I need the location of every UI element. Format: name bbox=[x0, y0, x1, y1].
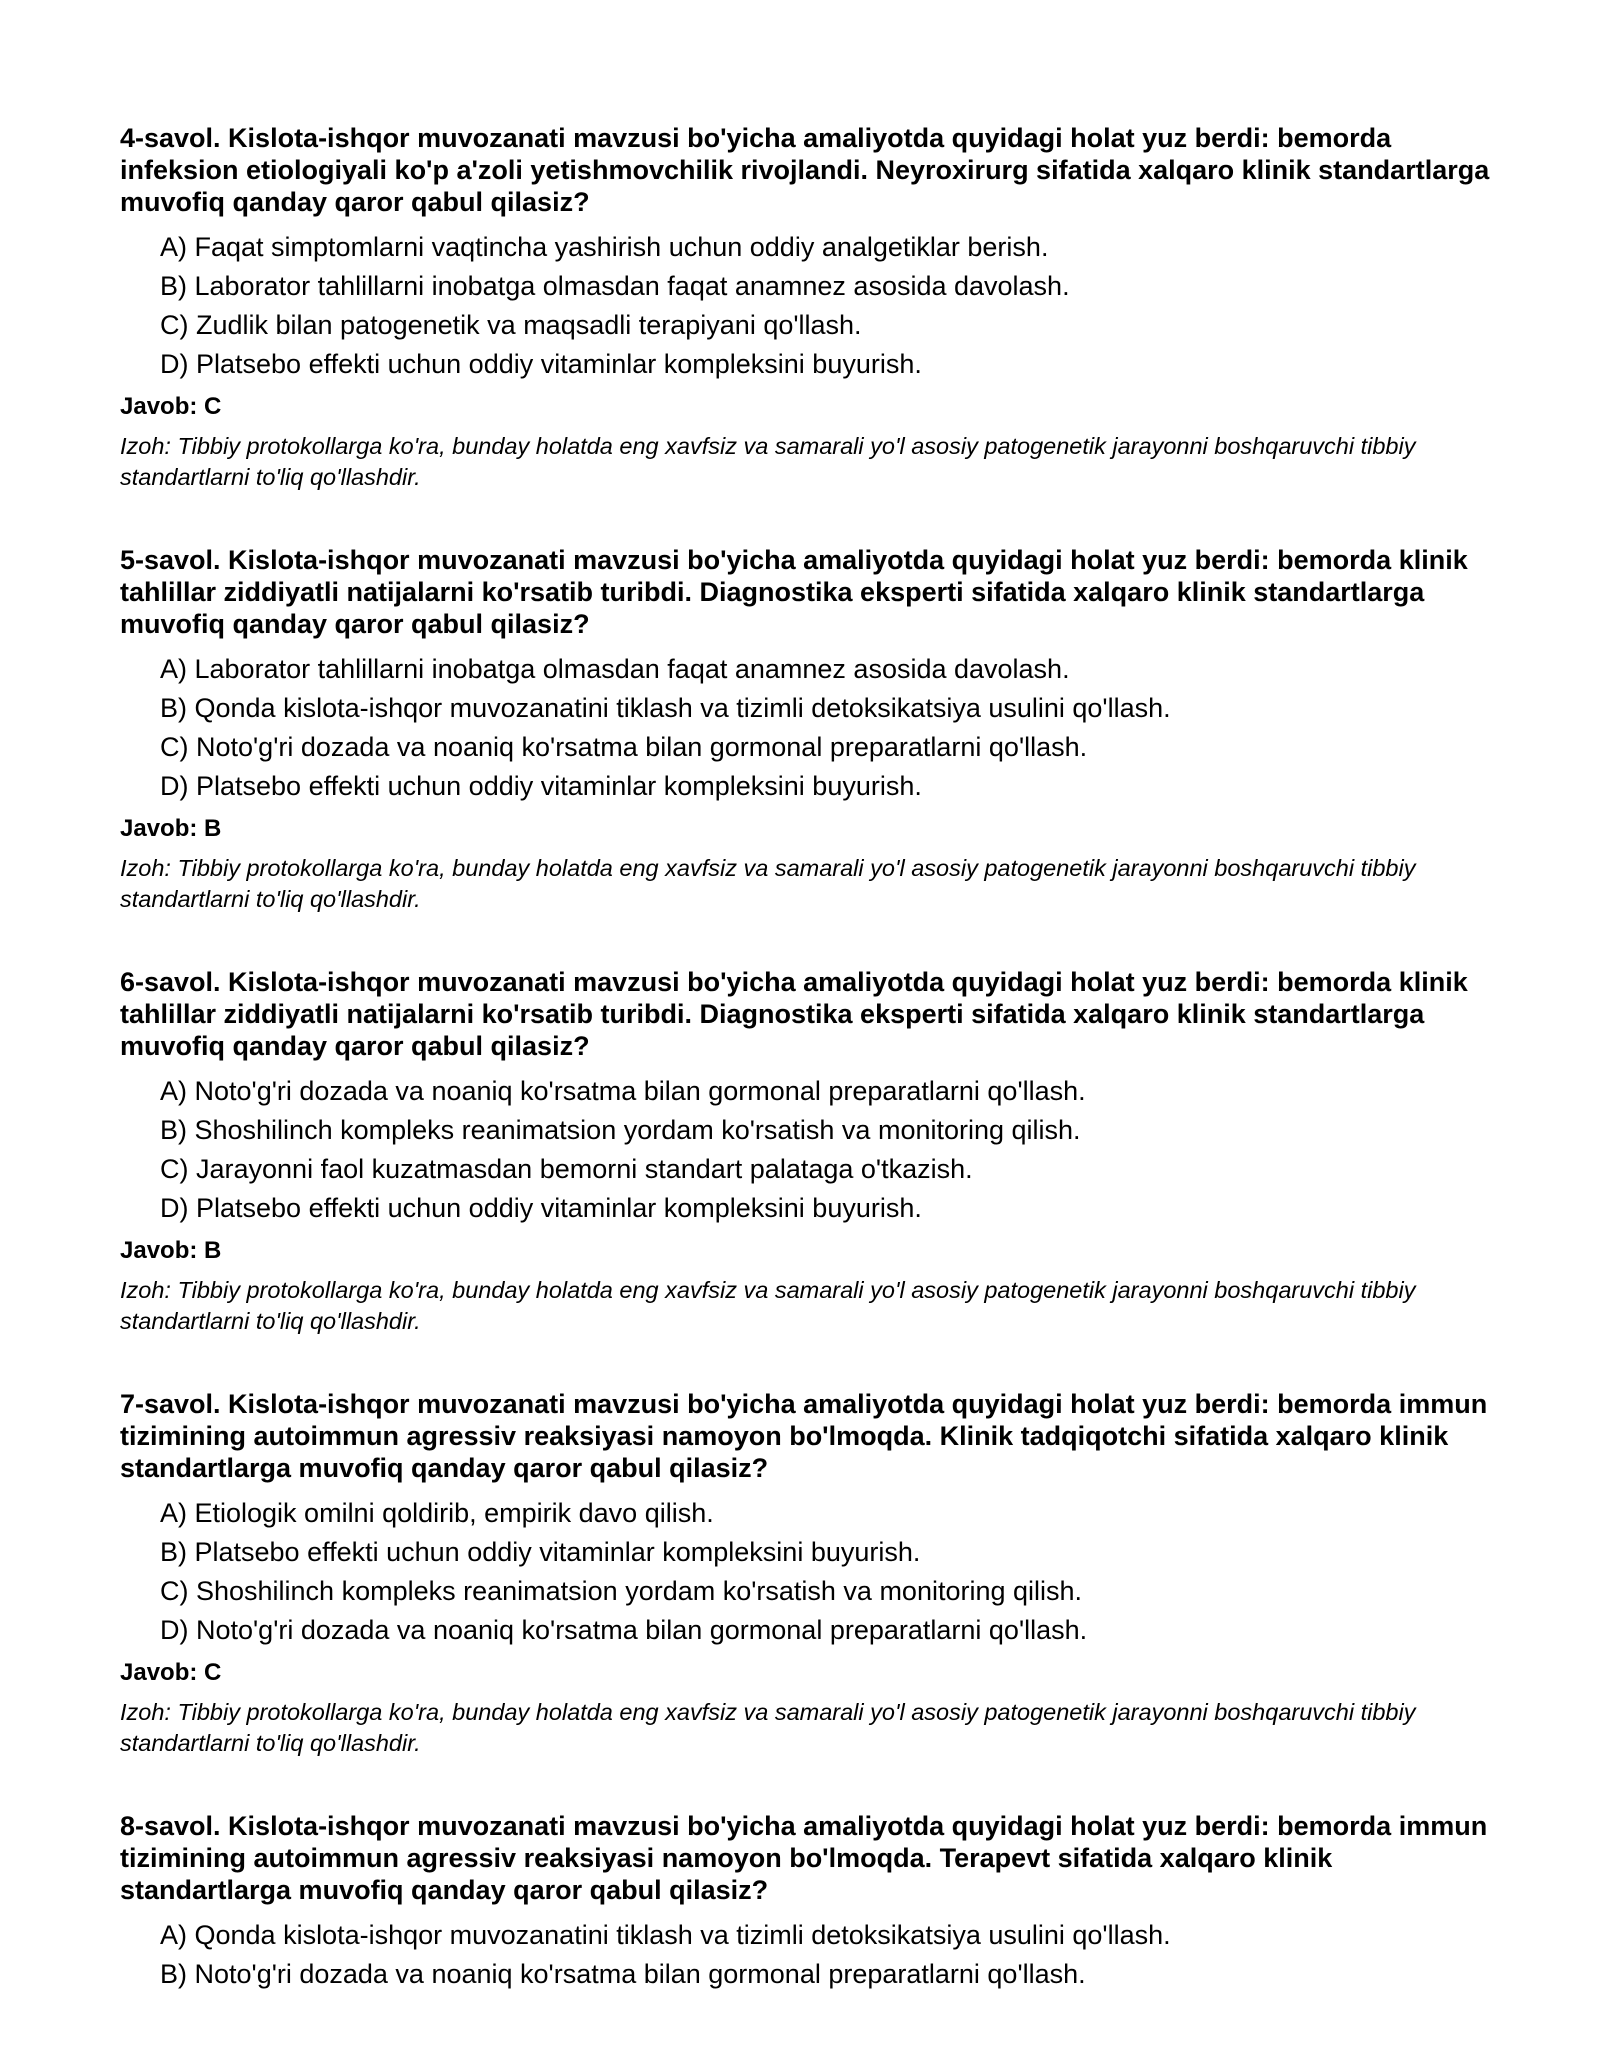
option-c: C) Shoshilinch kompleks reanimatsion yordam ko'rsatish va monitoring qilish. bbox=[160, 1576, 1083, 1606]
answer-label: Javob: C bbox=[120, 1659, 222, 1686]
option-a: A) Etiologik omilni qoldirib, empirik davo qilish. bbox=[160, 1498, 714, 1528]
option-list bbox=[120, 1494, 1500, 1650]
question-text: 7-savol. Kislota-ishqor muvozanati mavzusi bo'yicha amaliyotda quyidagi holat yuz berdi: bemorda immun tizimining autoimmun agressiv reaksiyasi namoyon bo'lmoqda. Klinik tadqiqotchi sifatida xalqaro klinik standartlarga muvofiq qanday qaror qabul qilasiz? bbox=[120, 1389, 1488, 1483]
explanation-text: Izoh: Tibbiy protokollarga ko'ra, bunday holatda eng xavfsiz va samarali yo'l asosiy patogenetik jarayonni boshqaruvchi tibbiy standartlarni to'liq qo'llashdir. bbox=[120, 433, 1416, 490]
option-d: D) Platsebo effekti uchun oddiy vitaminlar kompleksini buyurish. bbox=[160, 349, 922, 379]
option-list bbox=[120, 1072, 1500, 1228]
option-b: B) Qonda kislota-ishqor muvozanatini tiklash va tizimli detoksikatsiya usulini qo'llash. bbox=[160, 693, 1171, 723]
option-c: C) Zudlik bilan patogenetik va maqsadli terapiyani qo'llash. bbox=[160, 310, 862, 340]
option-d: D) Platsebo effekti uchun oddiy vitaminlar kompleksini buyurish. bbox=[160, 771, 922, 801]
option-list bbox=[120, 1916, 1500, 1994]
question-text: 6-savol. Kislota-ishqor muvozanati mavzusi bo'yicha amaliyotda quyidagi holat yuz berdi: bemorda klinik tahlillar ziddiyatli natijalarni ko'rsatib turibdi. Diagnostika eksperti sifatida xalqaro klinik standartlarga muvofiq qanday qaror qabul qilasiz? bbox=[120, 967, 1468, 1061]
question-block bbox=[120, 966, 1500, 1337]
option-c: C) Noto'g'ri dozada va noaniq ko'rsatma bilan gormonal preparatlarni qo'llash. bbox=[160, 732, 1088, 762]
option-list bbox=[120, 650, 1500, 806]
question-block bbox=[120, 122, 1500, 493]
option-a: A) Noto'g'ri dozada va noaniq ko'rsatma bilan gormonal preparatlarni qo'llash. bbox=[160, 1076, 1086, 1106]
question-text: 4-savol. Kislota-ishqor muvozanati mavzusi bo'yicha amaliyotda quyidagi holat yuz berdi: bemorda infeksion etiologiyali ko'p a'zoli yetishmovchilik rivojlandi. Neyroxirurg sifatida xalqaro klinik standartlarga muvofiq qanday qaror qabul qilasiz? bbox=[120, 123, 1490, 217]
option-a: A) Qonda kislota-ishqor muvozanatini tiklash va tizimli detoksikatsiya usulini qo'llash. bbox=[160, 1920, 1171, 1950]
option-a: A) Laborator tahlillarni inobatga olmasdan faqat anamnez asosida davolash. bbox=[160, 654, 1070, 684]
question-text: 8-savol. Kislota-ishqor muvozanati mavzusi bo'yicha amaliyotda quyidagi holat yuz berdi: bemorda immun tizimining autoimmun agressiv reaksiyasi namoyon bo'lmoqda. Terapevt sifatida xalqaro klinik standartlarga muvofiq qanday qaror qabul qilasiz? bbox=[120, 1811, 1488, 1905]
question-text: 5-savol. Kislota-ishqor muvozanati mavzusi bo'yicha amaliyotda quyidagi holat yuz berdi: bemorda klinik tahlillar ziddiyatli natijalarni ko'rsatib turibdi. Diagnostika eksperti sifatida xalqaro klinik standartlarga muvofiq qanday qaror qabul qilasiz? bbox=[120, 545, 1468, 639]
option-b: B) Noto'g'ri dozada va noaniq ko'rsatma bilan gormonal preparatlarni qo'llash. bbox=[160, 1959, 1086, 1989]
option-d: D) Noto'g'ri dozada va noaniq ko'rsatma bilan gormonal preparatlarni qo'llash. bbox=[160, 1615, 1088, 1645]
explanation-text: Izoh: Tibbiy protokollarga ko'ra, bunday holatda eng xavfsiz va samarali yo'l asosiy patogenetik jarayonni boshqaruvchi tibbiy standartlarni to'liq qo'llashdir. bbox=[120, 855, 1416, 912]
option-c: C) Jarayonni faol kuzatmasdan bemorni standart palataga o'tkazish. bbox=[160, 1154, 973, 1184]
question-block bbox=[120, 1388, 1500, 1759]
option-d: D) Platsebo effekti uchun oddiy vitaminlar kompleksini buyurish. bbox=[160, 1193, 922, 1223]
answer-label: Javob: B bbox=[120, 1237, 222, 1264]
question-block bbox=[120, 1810, 1500, 1994]
explanation-text: Izoh: Tibbiy protokollarga ko'ra, bunday holatda eng xavfsiz va samarali yo'l asosiy patogenetik jarayonni boshqaruvchi tibbiy standartlarni to'liq qo'llashdir. bbox=[120, 1277, 1416, 1334]
option-b: B) Shoshilinch kompleks reanimatsion yordam ko'rsatish va monitoring qilish. bbox=[160, 1115, 1081, 1145]
document-page bbox=[120, 122, 1500, 2045]
question-block bbox=[120, 544, 1500, 915]
option-a: A) Faqat simptomlarni vaqtincha yashirish uchun oddiy analgetiklar berish. bbox=[160, 232, 1049, 262]
explanation-text: Izoh: Tibbiy protokollarga ko'ra, bunday holatda eng xavfsiz va samarali yo'l asosiy patogenetik jarayonni boshqaruvchi tibbiy standartlarni to'liq qo'llashdir. bbox=[120, 1699, 1416, 1756]
answer-label: Javob: B bbox=[120, 815, 222, 842]
option-b: B) Platsebo effekti uchun oddiy vitaminlar kompleksini buyurish. bbox=[160, 1537, 921, 1567]
option-list bbox=[120, 228, 1500, 384]
option-b: B) Laborator tahlillarni inobatga olmasdan faqat anamnez asosida davolash. bbox=[160, 271, 1070, 301]
answer-label: Javob: C bbox=[120, 393, 222, 420]
